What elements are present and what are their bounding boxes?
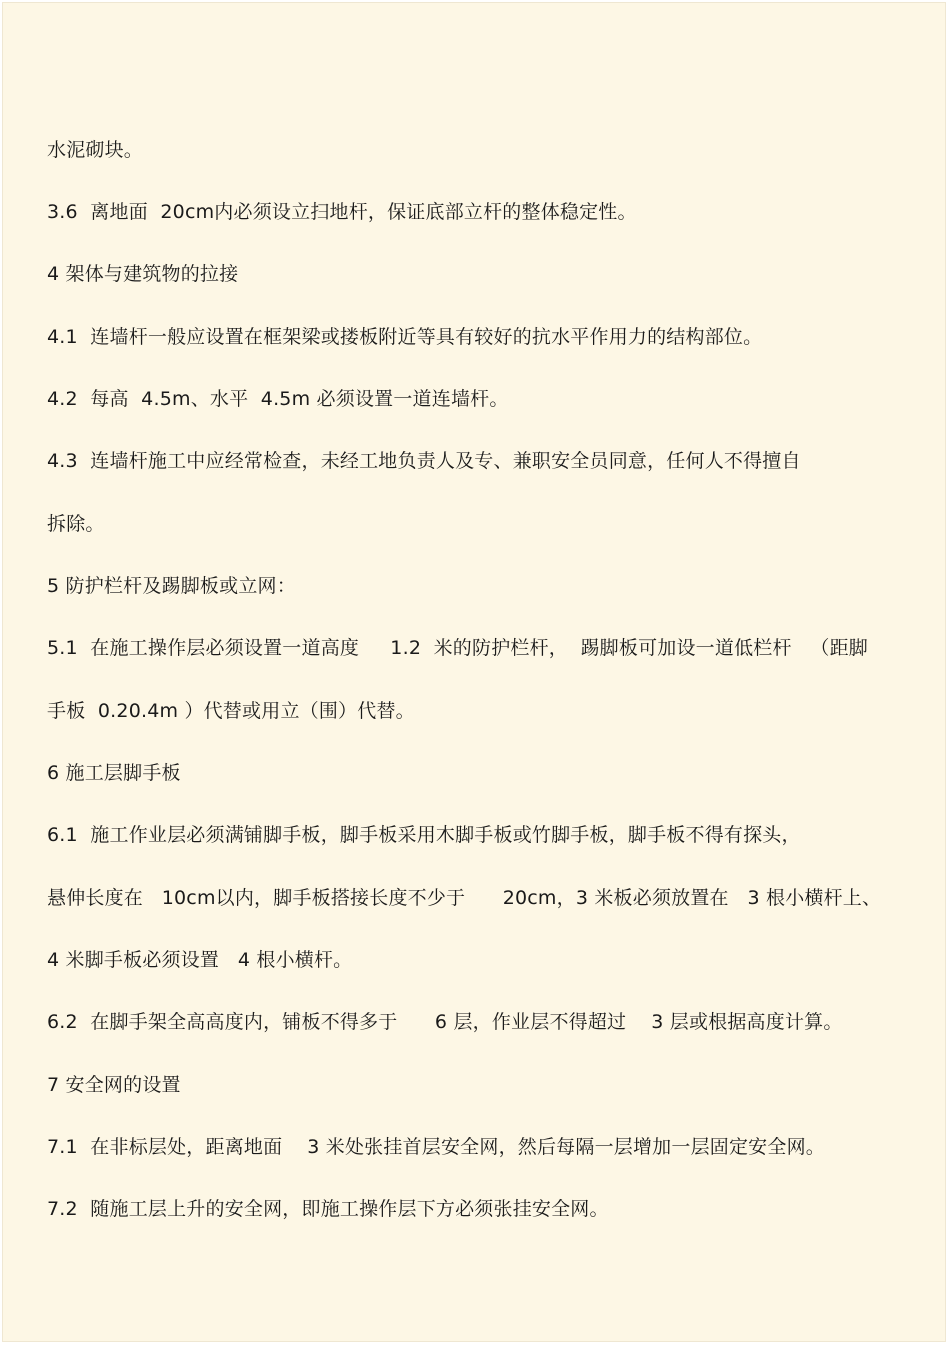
text-line: 悬伸长度在 10cm以内，脚手板搭接长度不少于 20cm，3 米板必须放置在 3 根小横杆上、 [47, 887, 882, 909]
text-line: 手板 0.20.4m ）代替或用立（围）代替。 [47, 700, 415, 722]
section-heading: 5 防护栏杆及踢脚板或立网： [47, 575, 296, 597]
text-line: 6.1 施工作业层必须满铺脚手板，脚手板采用木脚手板或竹脚手板，脚手板不得有探头， [47, 824, 801, 846]
text-line: 4.3 连墙杆施工中应经常检查，未经工地负责人及专、兼职安全员同意，任何人不得擅自 [47, 450, 801, 472]
text-line: 拆除。 [47, 513, 105, 535]
text-line: 4 米脚手板必须设置 4 根小横杆。 [47, 949, 353, 971]
text-line: 4.1 连墙杆一般应设置在框架梁或搂板附近等具有较好的抗水平作用力的结构部位。 [47, 326, 763, 348]
text-line: 6.2 在脚手架全高高度内，铺板不得多于 6 层，作业层不得超过 3 层或根据高度计算。 [47, 1011, 843, 1033]
section-heading: 4 架体与建筑物的拉接 [47, 263, 239, 285]
section-heading: 6 施工层脚手板 [47, 762, 181, 784]
section-heading: 7 安全网的设置 [47, 1074, 181, 1096]
text-line: 4.2 每高 4.5m、水平 4.5m 必须设置一道连墙杆。 [47, 388, 509, 410]
text-line: 水泥砌块。 [47, 139, 144, 161]
text-line: 7.1 在非标层处，距离地面 3 米处张挂首层安全网，然后每隔一层增加一层固定安全网。 [47, 1136, 825, 1158]
text-line: 7.2 随施工层上升的安全网，即施工操作层下方必须张挂安全网。 [47, 1198, 609, 1220]
document-page [2, 2, 946, 1342]
text-line: 5.1 在施工操作层必须设置一道高度 1.2 米的防护栏杆， 踢脚板可加设一道低栏杆 （距脚 [47, 637, 868, 659]
text-line: 3.6 离地面 20cm内必须设立扫地杆，保证底部立杆的整体稳定性。 [47, 201, 637, 223]
